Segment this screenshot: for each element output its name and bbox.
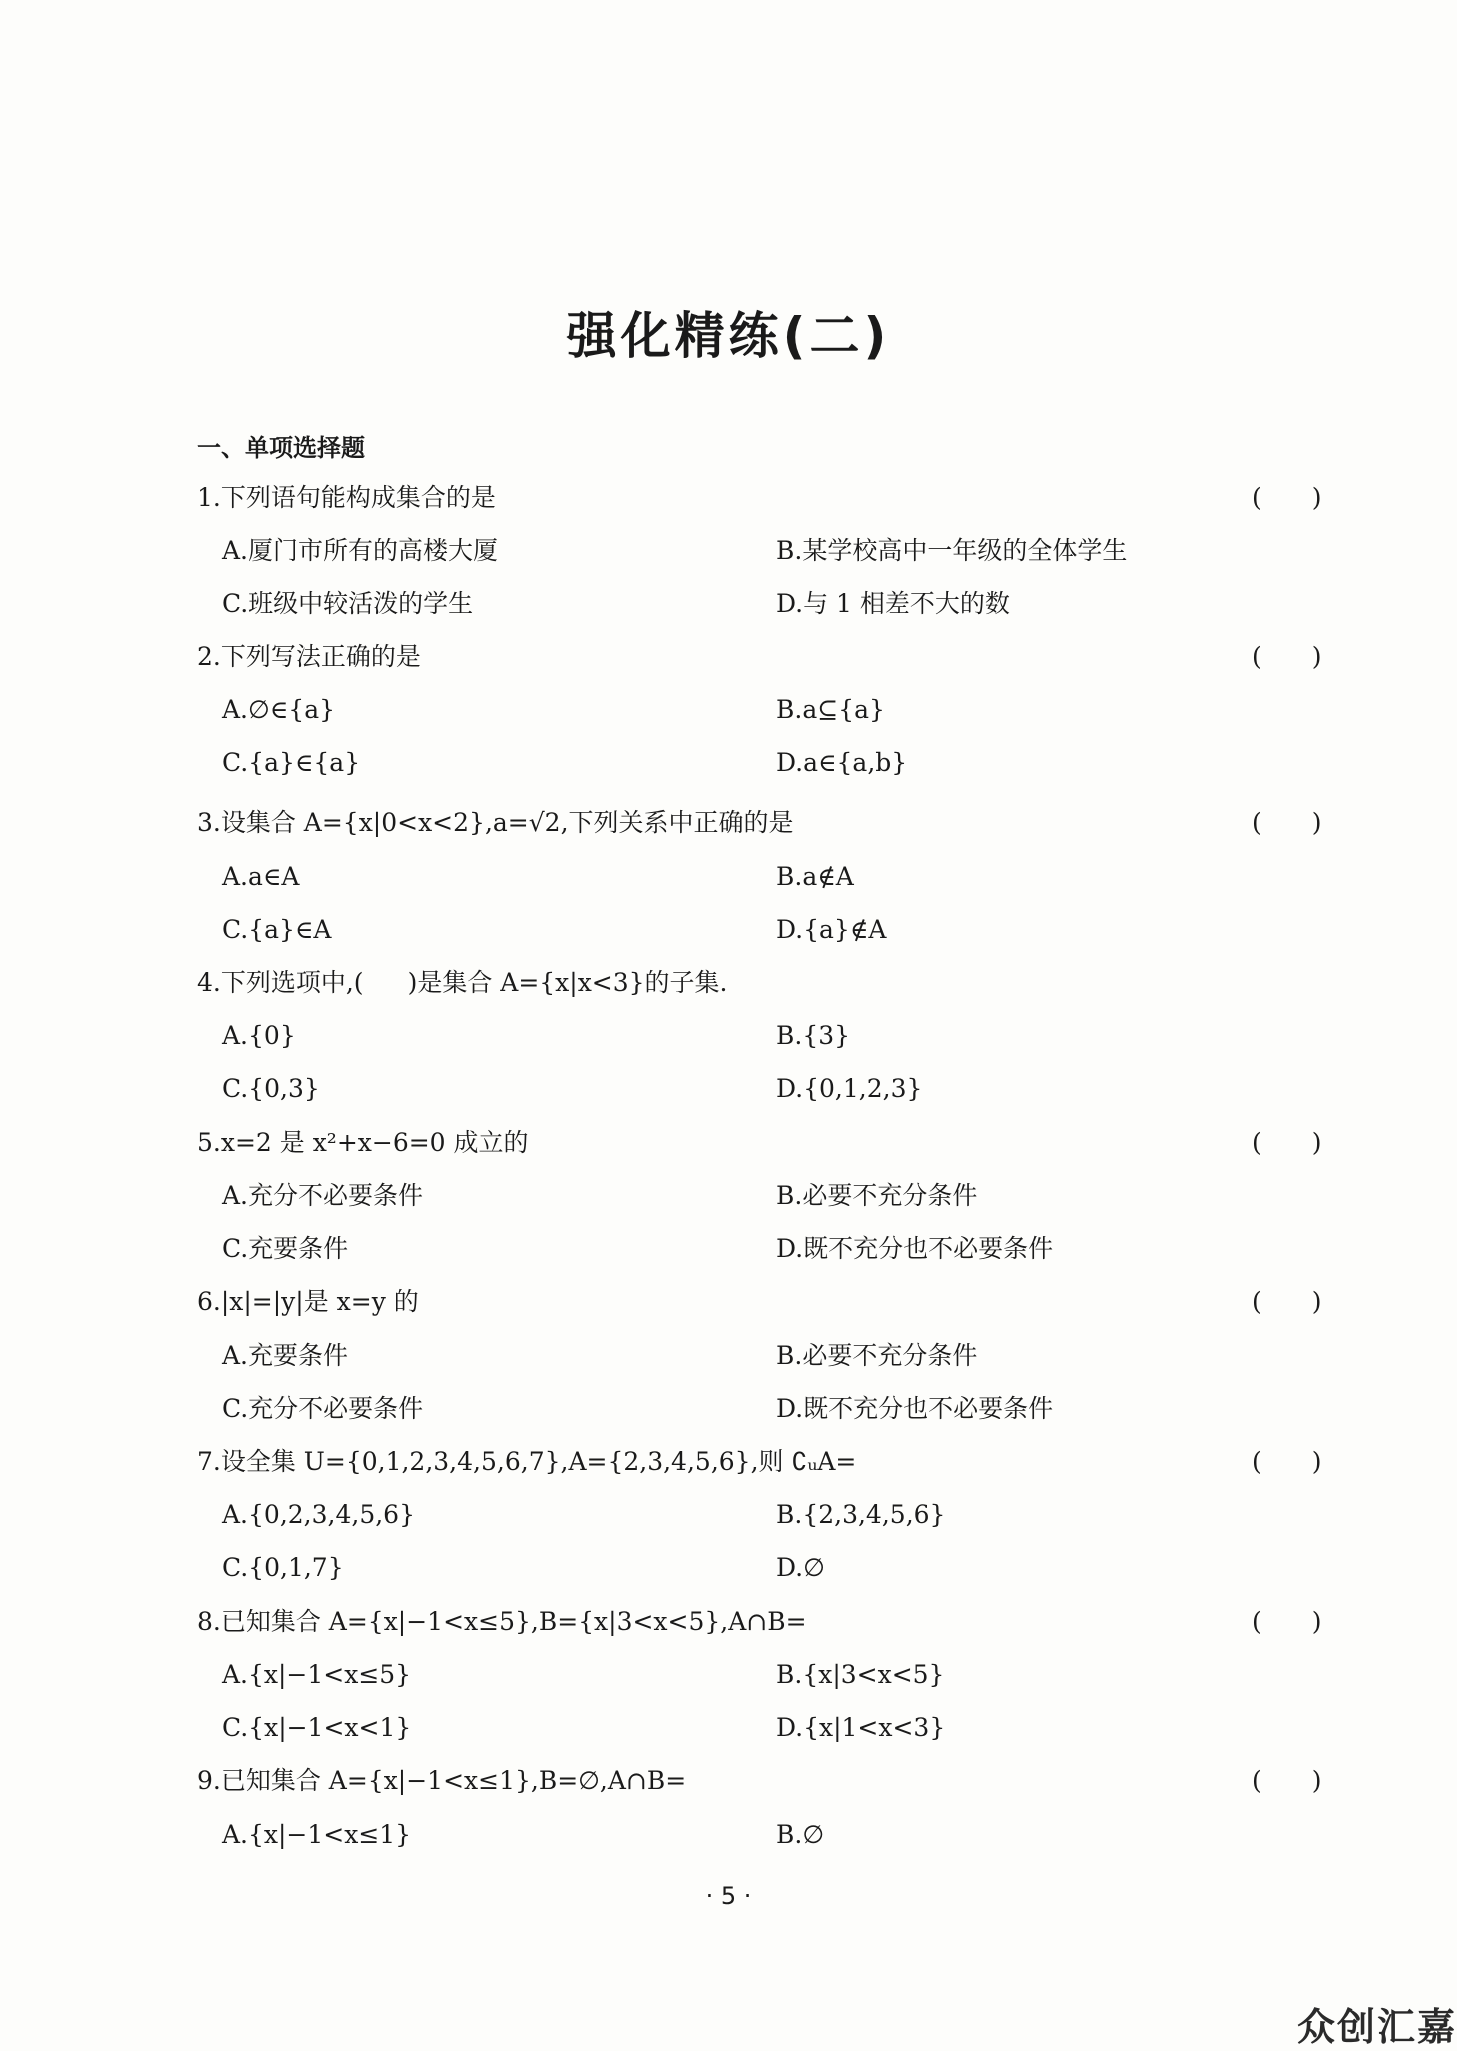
question-5-stem: 5.x=2 是 x²+x−6=0 成立的 xyxy=(197,1128,529,1157)
question-2-option-d: D.a∈{a,b} xyxy=(776,748,908,777)
question-6-option-c: C.充分不必要条件 xyxy=(222,1394,424,1423)
question-3-option-a: A.a∈A xyxy=(222,862,300,891)
question-4-option-b: B.{3} xyxy=(776,1021,851,1050)
watermark: 众创汇嘉 xyxy=(1296,2005,1457,2049)
answer-bracket-2: ( ) xyxy=(1252,642,1322,671)
question-5-option-b: B.必要不充分条件 xyxy=(776,1181,978,1210)
question-9-stem: 9.已知集合 A={x|−1<x≤1},B=∅,A∩B= xyxy=(197,1766,687,1795)
question-4-option-a: A.{0} xyxy=(222,1021,296,1050)
question-3-option-c: C.{a}∈A xyxy=(222,915,332,944)
question-7-option-d: D.∅ xyxy=(776,1553,825,1582)
question-5-option-d: D.既不充分也不必要条件 xyxy=(776,1234,1054,1263)
question-7-option-a: A.{0,2,3,4,5,6} xyxy=(222,1500,415,1529)
question-3-option-d: D.{a}∉A xyxy=(776,915,887,944)
page-number: · 5 · xyxy=(705,1882,752,1910)
question-8-option-c: C.{x|−1<x<1} xyxy=(222,1713,412,1742)
question-8-option-b: B.{x|3<x<5} xyxy=(776,1660,945,1689)
question-6-option-b: B.必要不充分条件 xyxy=(776,1341,978,1370)
question-3-option-b: B.a∉A xyxy=(776,862,854,891)
question-4-stem xyxy=(197,966,728,1000)
page-title: 强化精练(二) xyxy=(566,307,891,365)
question-4-stem-start: 4.下列选项中,( xyxy=(197,968,364,997)
answer-bracket-3: ( ) xyxy=(1252,808,1322,837)
question-9-option-b: B.∅ xyxy=(776,1820,825,1849)
answer-bracket-1: ( ) xyxy=(1252,483,1322,512)
question-7-option-b: B.{2,3,4,5,6} xyxy=(776,1500,946,1529)
answer-bracket-9: ( ) xyxy=(1252,1766,1322,1795)
question-6-option-a: A.充要条件 xyxy=(222,1341,349,1370)
question-1-option-d: D.与 1 相差不大的数 xyxy=(776,589,1010,618)
question-2-option-a: A.∅∈{a} xyxy=(222,695,336,724)
question-5-option-a: A.充分不必要条件 xyxy=(222,1181,424,1210)
question-1-option-c: C.班级中较活泼的学生 xyxy=(222,589,474,618)
question-6-option-d: D.既不充分也不必要条件 xyxy=(776,1394,1054,1423)
question-2-stem: 2.下列写法正确的是 xyxy=(197,642,421,671)
section-heading: 一、单项选择题 xyxy=(197,434,365,462)
question-2-option-b: B.a⊆{a} xyxy=(776,695,885,724)
question-1-option-b: B.某学校高中一年级的全体学生 xyxy=(776,536,1128,565)
question-6-stem: 6.|x|=|y|是 x=y 的 xyxy=(197,1287,419,1316)
question-4-option-d: D.{0,1,2,3} xyxy=(776,1074,923,1103)
answer-bracket-8: ( ) xyxy=(1252,1607,1322,1636)
answer-bracket-6: ( ) xyxy=(1252,1287,1322,1316)
question-9-option-a: A.{x|−1<x≤1} xyxy=(222,1820,412,1849)
question-1-stem: 1.下列语句能构成集合的是 xyxy=(197,483,496,512)
question-7-option-c: C.{0,1,7} xyxy=(222,1553,344,1582)
question-4-option-c: C.{0,3} xyxy=(222,1074,320,1103)
answer-bracket-7: ( ) xyxy=(1252,1447,1322,1476)
question-8-option-a: A.{x|−1<x≤5} xyxy=(222,1660,412,1689)
question-7-stem: 7.设全集 U={0,1,2,3,4,5,6,7},A={2,3,4,5,6},则 ∁ᵤA= xyxy=(197,1447,857,1476)
question-4-stem-end: )是集合 A={x|x<3}的子集. xyxy=(407,968,728,997)
question-3-stem: 3.设集合 A={x|0<x<2},a=√2,下列关系中正确的是 xyxy=(197,808,794,837)
question-2-option-c: C.{a}∈{a} xyxy=(222,748,361,777)
question-1-option-a: A.厦门市所有的高楼大厦 xyxy=(222,536,499,565)
question-5-option-c: C.充要条件 xyxy=(222,1234,349,1263)
answer-bracket-5: ( ) xyxy=(1252,1128,1322,1157)
question-8-option-d: D.{x|1<x<3} xyxy=(776,1713,946,1742)
question-8-stem: 8.已知集合 A={x|−1<x≤5},B={x|3<x<5},A∩B= xyxy=(197,1607,807,1636)
